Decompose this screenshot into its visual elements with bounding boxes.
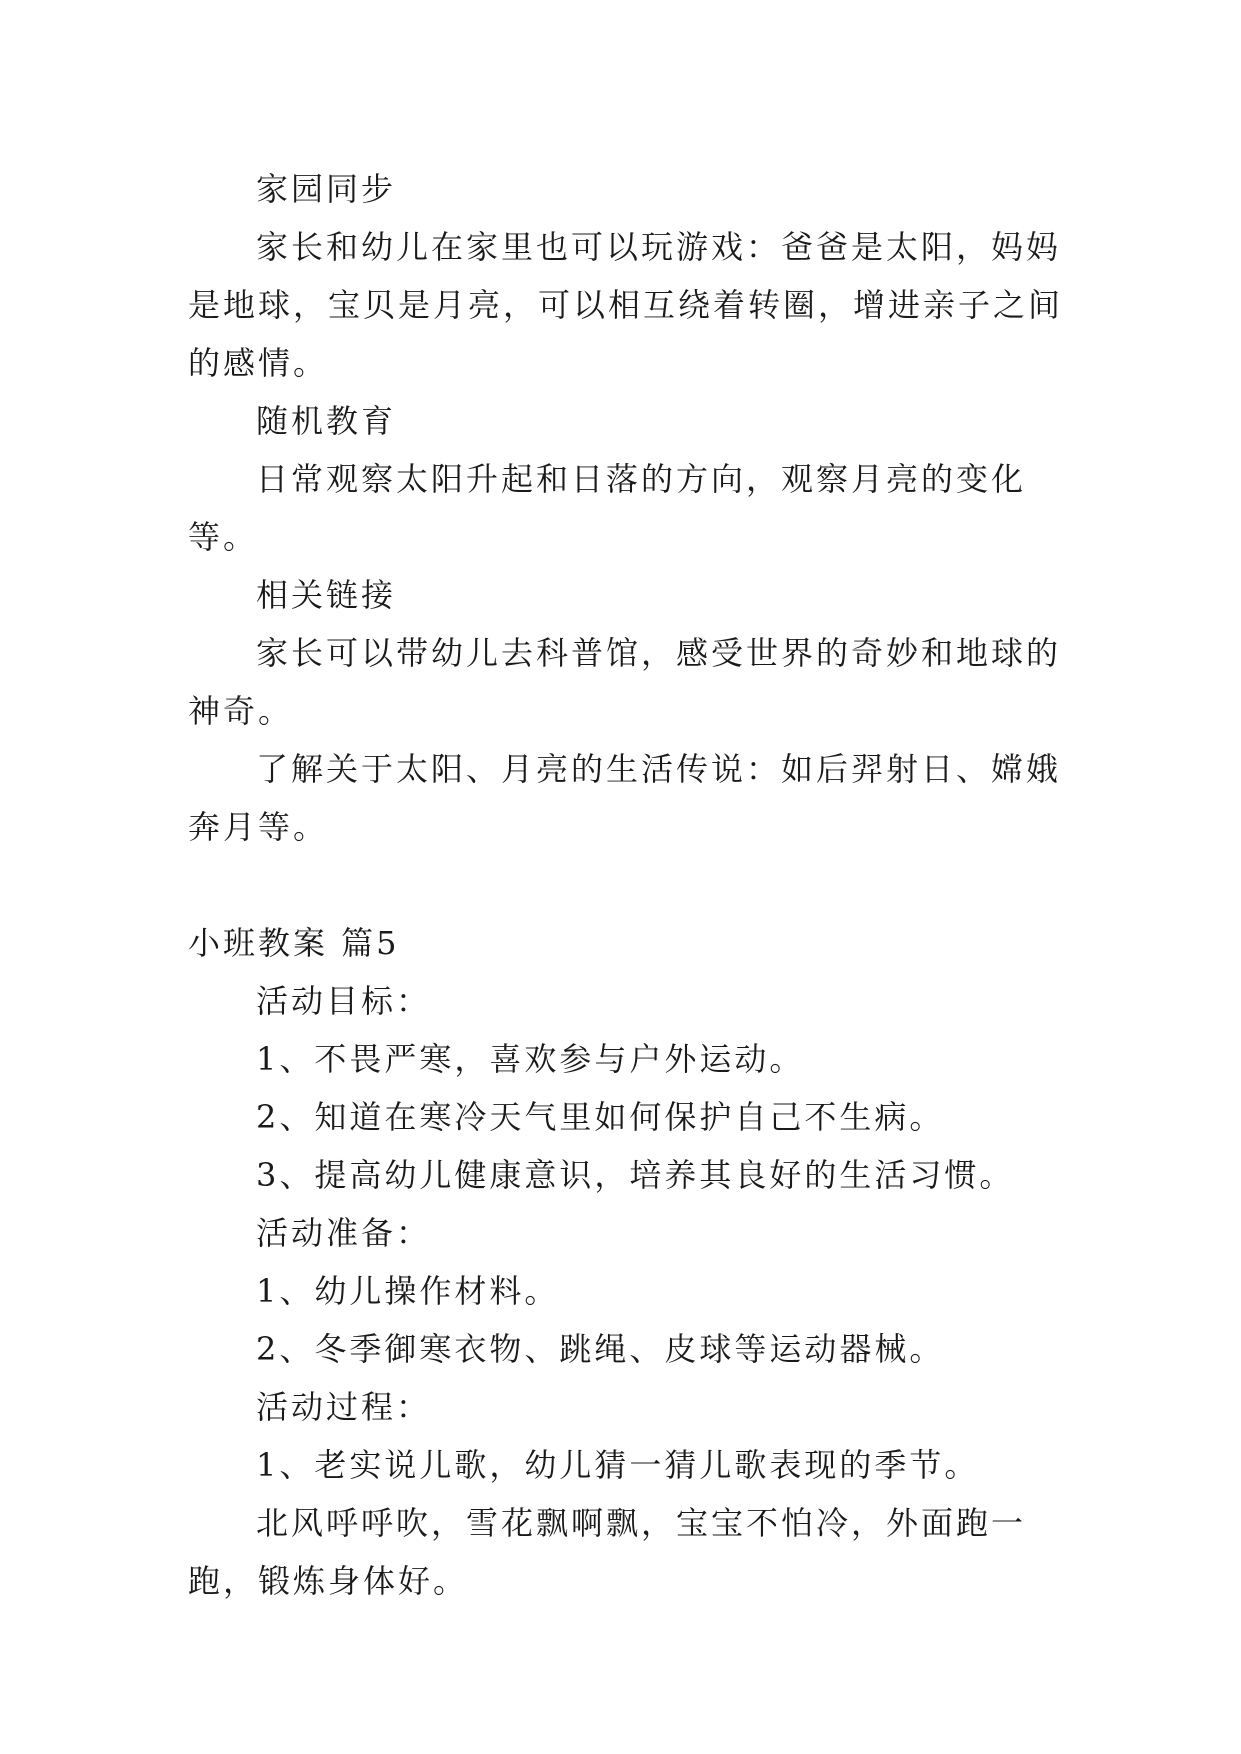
heading-random-education: 随机教育 xyxy=(256,402,397,440)
heading-activity-goals: 活动目标： xyxy=(256,982,432,1020)
paragraph-related-links-1: 家长可以带幼儿去科普馆，感受世界的奇妙和地球的神奇。 xyxy=(188,634,1062,730)
process-item: 1、老实说儿歌，幼儿猜一猜儿歌表现的季节。 xyxy=(256,1446,980,1484)
paragraph-home-sync: 家长和幼儿在家里也可以玩游戏：爸爸是太阳，妈妈是地球，宝贝是月亮，可以相互绕着转圈，增进亲子之间的感情。 xyxy=(188,228,1064,382)
paragraph-related-links-2: 了解关于太阳、月亮的生活传说：如后羿射日、嫦娥奔月等。 xyxy=(188,750,1062,846)
heading-activity-preparation: 活动准备： xyxy=(256,1214,432,1252)
section-title: 小班教案 篇5 xyxy=(188,924,400,962)
prep-item: 1、幼儿操作材料。 xyxy=(256,1272,560,1310)
document-body xyxy=(188,160,1068,1610)
heading-home-sync: 家园同步 xyxy=(256,170,397,208)
goal-item: 1、不畏严寒，喜欢参与户外运动。 xyxy=(256,1040,805,1078)
heading-related-links: 相关链接 xyxy=(256,576,397,614)
prep-item: 2、冬季御寒衣物、跳绳、皮球等运动器械。 xyxy=(256,1330,945,1368)
rhyme-text: 北风呼呼吹，雪花飘啊飘，宝宝不怕冷，外面跑一跑，锻炼身体好。 xyxy=(188,1504,1027,1600)
goal-item: 2、知道在寒冷天气里如何保护自己不生病。 xyxy=(256,1098,945,1136)
goal-item: 3、提高幼儿健康意识，培养其良好的生活习惯。 xyxy=(256,1156,1015,1194)
heading-activity-process: 活动过程： xyxy=(256,1388,432,1426)
paragraph-random-education: 日常观察太阳升起和日落的方向，观察月亮的变化等。 xyxy=(188,460,1027,556)
